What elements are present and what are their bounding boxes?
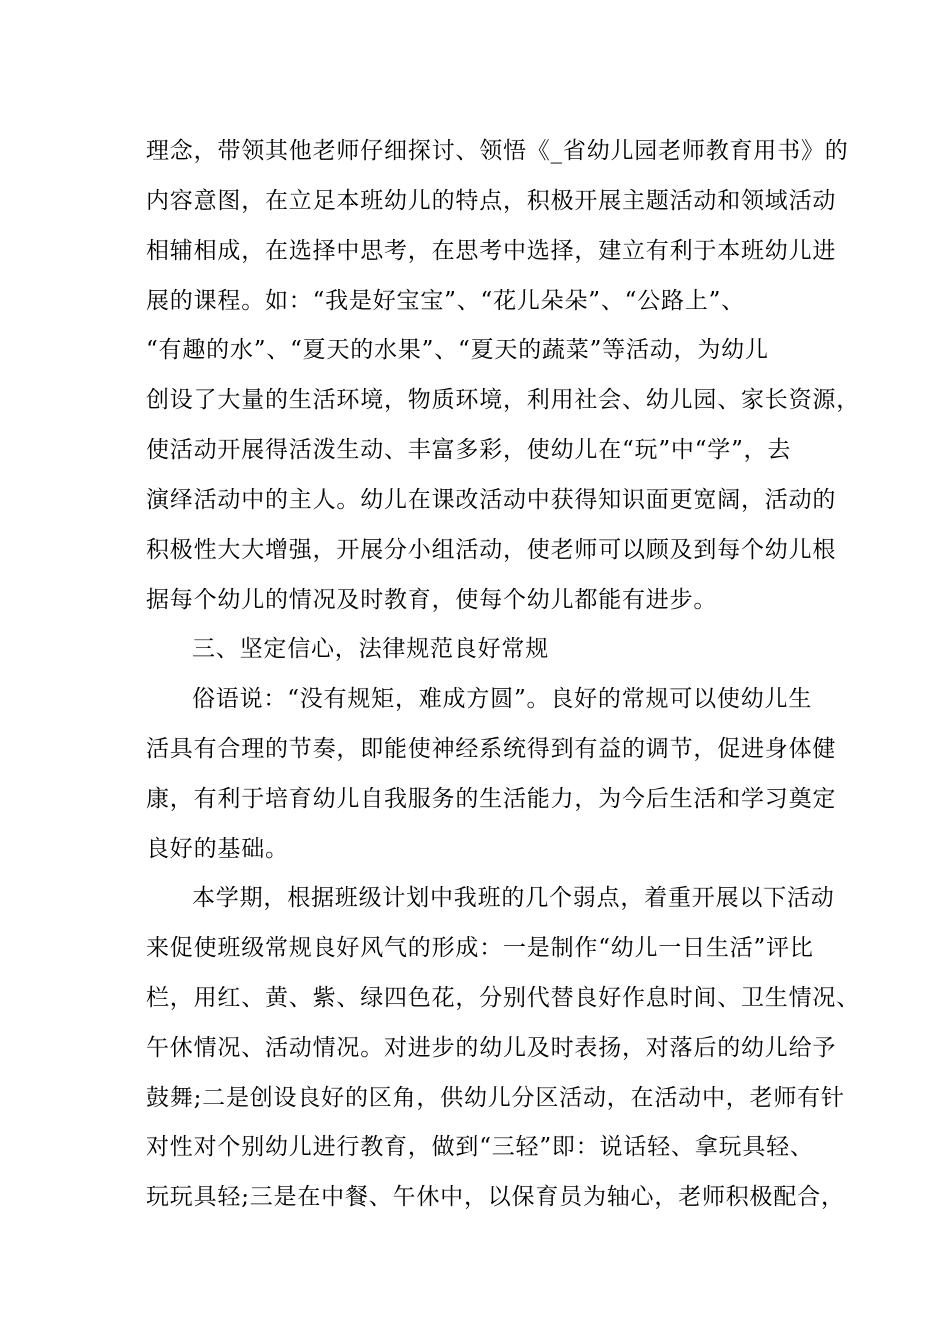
text-line: 鼓舞;二是创设良好的区角，供幼儿分区活动，在活动中，老师有针 <box>146 1085 845 1111</box>
text-line: 展的课程。如：“我是好宝宝”、“花儿朵朵”、“公路上”、 <box>146 288 745 314</box>
text-line: 活具有合理的节奏，即能使神经系统得到有益的调节，促进身体健 <box>146 736 837 762</box>
text-line: 栏，用红、黄、紫、绿四色花，分别代替良好作息时间、卫生情况、 <box>146 985 860 1011</box>
text-line: 积极性大大增强，开展分小组活动，使老师可以顾及到每个幼儿根 <box>146 537 837 563</box>
text-line: 内容意图，在立足本班幼儿的特点，积极开展主题活动和领域活动 <box>146 188 837 214</box>
text-line: 良好的基础。 <box>146 836 289 862</box>
text-line: 本学期，根据班级计划中我班的几个弱点，着重开展以下活动 <box>192 885 835 911</box>
text-line: 午休情况、活动情况。对进步的幼儿及时表扬，对落后的幼儿给予 <box>146 1035 837 1061</box>
text-line: 玩玩具轻;三是在中餐、午休中，以保育员为轴心，老师积极配合， <box>146 1184 845 1210</box>
text-line: 来促使班级常规良好风气的形成：一是制作“幼儿一日生活”评比 <box>146 935 814 961</box>
text-line: 演绎活动中的主人。幼儿在课改活动中获得知识面更宽阔，活动的 <box>146 487 837 513</box>
text-line: 康，有利于培育幼儿自我服务的生活能力，为今后生活和学习奠定 <box>146 786 837 812</box>
text-line: 据每个幼儿的情况及时教育，使每个幼儿都能有进步。 <box>146 587 718 613</box>
text-line: 创设了大量的生活环境，物质环境，利用社会、幼儿园、家长资源， <box>146 387 860 413</box>
text-line: 对性对个别幼儿进行教育，做到“三轻”即：说话轻、拿玩具轻、 <box>146 1134 814 1160</box>
text-line: 理念，带领其他老师仔细探讨、领悟《_省幼儿园老师教育用书》的 <box>146 138 849 164</box>
section-heading: 三、坚定信心，法律规范良好常规 <box>192 636 549 662</box>
text-line: 使活动开展得活泼生动、丰富多彩，使幼儿在“玩”中“学”，去 <box>146 437 792 463</box>
text-line: 俗语说：“没有规矩，难成方圆”。良好的常规可以使幼儿生 <box>192 686 813 712</box>
text-line: “有趣的水”、“夏天的水果”、“夏天的蔬菜”等活动，为幼儿 <box>146 337 769 363</box>
text-line: 相辅相成，在选择中思考，在思考中选择，建立有利于本班幼儿进 <box>146 238 837 264</box>
